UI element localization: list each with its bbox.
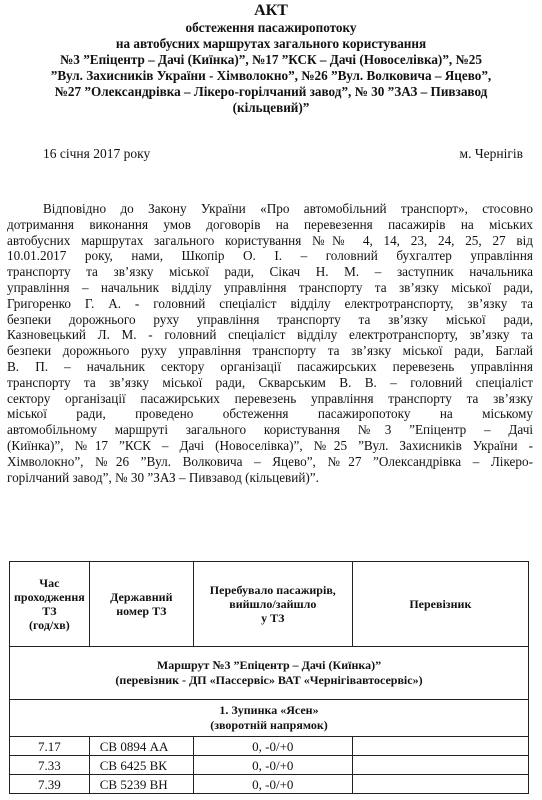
subtitle-line: ”Вул. Захисників України - Хімволокно”, №26 ”Вул. Волковича – Яцево”,: [50, 68, 492, 83]
body-line: дотримання виконання умов договорів на перевезення пасажирів на міських: [7, 216, 533, 232]
passenger-flow-table: [9, 561, 529, 794]
body-line: Відповідно до Закону України «Про автомобільний транспорт», стосовно: [43, 201, 533, 216]
body-line: Григоренко Г. А. - головний спеціаліст відділу електротранспорту, зв’язку та: [7, 295, 533, 311]
subtitle-line: на автобусних маршрутах загального користування: [115, 36, 427, 51]
body-line: Хімволокно”, №26 ”Вул. Волковича – Яцево”, №27 ”Олександрівка – Лікеро-: [7, 453, 533, 469]
route-heading: Маршрут №3 ”Епіцентр – Дачі (Киїнка)” (перевізник - ДП «Пассервіс» ВАТ «Чернігівавтосервіс»): [10, 647, 529, 700]
stop-heading: 1. Зупинка «Ясен» (зворотній напрямок): [10, 700, 529, 737]
body-paragraph: [7, 201, 533, 485]
cell-carrier: [352, 737, 528, 756]
subtitle-line: (кільцевий)”: [232, 100, 310, 115]
body-line: В. П. – начальник сектору організації пасажирських перевезень управління: [7, 358, 533, 374]
cell-carrier: [352, 756, 528, 775]
body-line: безпеки дорожнього руху управління транспорту та зв’язку міської ради,: [7, 311, 533, 327]
body-line: автобусних маршрутах загального користування №№ 4, 14, 23, 24, 25, 27 від: [7, 232, 533, 248]
cell-carrier: [352, 775, 528, 794]
cell-time: 7.33: [10, 756, 90, 775]
header-carrier: Перевізник: [352, 562, 528, 647]
table-row: [10, 775, 529, 794]
subtitle-line: №27 ”Олександрівка – Лікеро-горілчаний завод”, № 30 ”ЗАЗ – Пивзавод: [54, 84, 488, 99]
cell-plate: СВ 0894 АА: [89, 737, 193, 756]
body-line: 10.01.2017 року, нами, Шкопір О. І. – головний бухгалтер управління: [7, 248, 533, 264]
table-row: [10, 737, 529, 756]
document-date: 16 січня 2017 року: [43, 146, 151, 161]
body-line: міської ради, проведено обстеження пасажиропотоку на міському: [7, 406, 533, 422]
body-line: автомобільному маршруті загального користування №3 ”Епіцентр – Дачі: [7, 422, 533, 438]
cell-time: 7.39: [10, 775, 90, 794]
body-line: транспорту та зв’язку міської ради, Скварським В. В. – головний спеціаліст: [7, 374, 533, 390]
cell-plate: СВ 6425 ВК: [89, 756, 193, 775]
body-line: Казновецький Л. М. - головний спеціаліст відділу електротранспорту, зв’язку та: [7, 327, 533, 343]
header-plate: Державний номер ТЗ: [89, 562, 193, 647]
cell-passengers: 0, -0/+0: [193, 737, 352, 756]
cell-passengers: 0, -0/+0: [193, 775, 352, 794]
body-line: горілчаний завод”, № 30 ”ЗАЗ – Пивзавод (кільцевий)”.: [7, 469, 319, 485]
body-line: (Киїнка)”, №17 ”КСК – Дачі (Новоселівка)”, №25 ”Вул. Захисників України -: [7, 437, 533, 453]
document-city: м. Чернігів: [459, 146, 523, 161]
document-subtitle: [14, 20, 528, 116]
body-line: сектору організації пасажирських перевезень управління транспорту та зв’язку: [7, 390, 533, 406]
header-passengers: Перебувало пасажирів, вийшло/зайшло у ТЗ: [193, 562, 352, 647]
body-line: транспорту та зв’язку міської ради, Сікач Н. М. – заступник начальника: [7, 264, 533, 280]
cell-plate: СВ 5239 ВН: [89, 775, 193, 794]
stop-heading-row: [10, 700, 529, 737]
table-row: [10, 756, 529, 775]
cell-passengers: 0, -0/+0: [193, 756, 352, 775]
header-time: Час проходження ТЗ (год/хв): [10, 562, 90, 647]
body-line: безпеки дорожнього руху управління транспорту та зв’язку міської ради, Баглай: [7, 343, 533, 359]
body-line: управління – начальник відділу управління транспорту та зв’язку міської ради,: [7, 279, 533, 295]
subtitle-line: №3 ”Епіцентр – Дачі (Киїнка)”, №17 ”КСК – Дачі (Новоселівка)”, №25: [60, 52, 482, 67]
document-title: АКТ: [254, 2, 288, 19]
table-header-row: [10, 562, 529, 647]
route-heading-row: [10, 647, 529, 700]
cell-time: 7.17: [10, 737, 90, 756]
subtitle-line: обстеження пасажиропотоку: [185, 20, 357, 35]
